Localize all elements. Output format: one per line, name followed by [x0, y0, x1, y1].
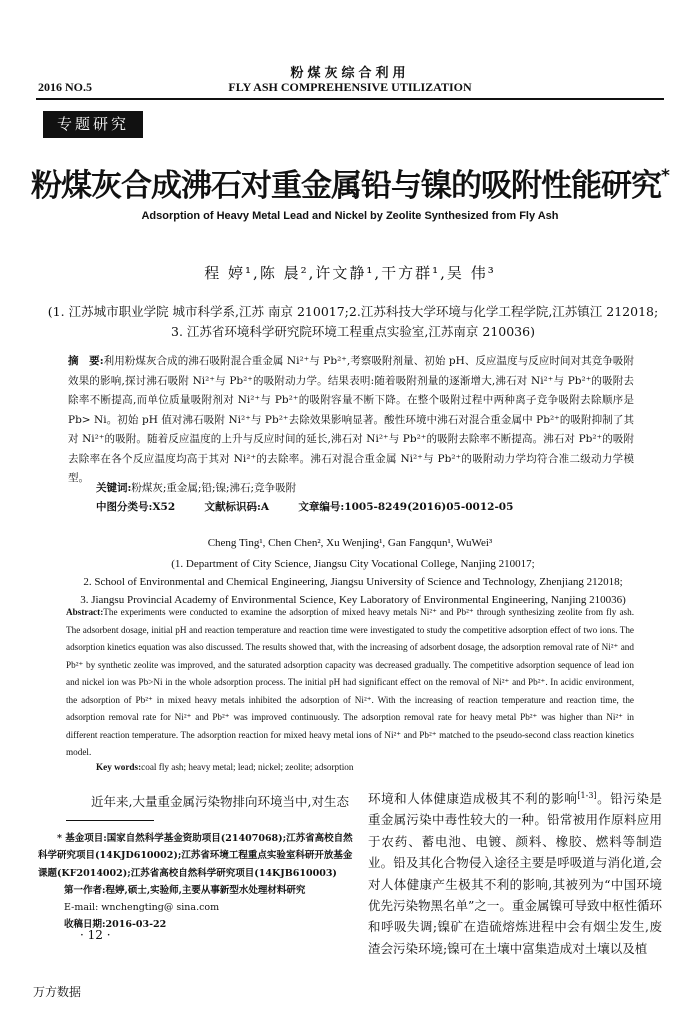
keywords-text: 粉煤灰;重金属;铅;镍;沸石;竞争吸附 [131, 482, 297, 494]
authors-en: Cheng Ting¹, Chen Chen², Xu Wenjing¹, Gan Fangqun¹, WuWei³ [207, 537, 493, 549]
classification-line [96, 499, 636, 514]
received-date: 收稿日期:2016-03-22 [64, 919, 167, 931]
body-text-left: 近年来,大量重金属污染物排向环境当中,对生态 [91, 794, 349, 809]
author-note: 第一作者:程婷,硕士,实验师,主要从事新型水处理材料研究 [64, 884, 306, 896]
affiliations-en [38, 555, 668, 609]
keywords-text: coal fly ash; heavy metal; lead; nickel; zeolite; adsorption [141, 762, 354, 772]
journal-title-cn: 粉煤灰综合利用 [290, 66, 410, 81]
footnote-rule [66, 820, 154, 821]
document-code: 文献标识码:A [204, 501, 270, 513]
affiliation-line: (1. 江苏城市职业学院 城市科学系,江苏 南京 210017;2.江苏科技大学环境与化学工程学院,江苏镇江 212018; [47, 304, 659, 319]
email-note: E-mail: wnchengting@ sina.com [64, 902, 220, 914]
paper-title-en: Adsorption of Heavy Metal Lead and Nickel by Zeolite Synthesized from Fly Ash [141, 210, 559, 222]
article-number: 文章编号:1005-8249(2016)05-0012-05 [298, 501, 514, 513]
abstract-text: 利用粉煤灰合成的沸石吸附混合重金属 Ni²⁺与 Pb²⁺,考察吸附剂量、初始 pH、反应温度与反应时间对其竞争吸附效果的影响,探讨沸石吸附 Ni²⁺与 Pb²⁺的吸附动力学。结果表明:随着吸附剂量的逐渐增大,沸石对 Ni²⁺与 Pb²⁺的吸附去除率不断提高,而单位质量吸附剂对 Ni²⁺与 Pb²⁺的吸附容量不断下降。在整个吸附过程中两种离子竞争吸附去除顺序是 Pb> Ni。初始 pH 值对沸石吸附 Ni²⁺与 Pb²⁺去除效果影响显著。酸性环境中沸石对混合重金属中 Pb²⁺的吸附抑制了其对 Ni²⁺的吸附。随着反应温度的上升与反应时间的延长,沸石对 Ni²⁺与 Pb²⁺的吸附去除率不断提高。沸石对 Pb²⁺的吸附去除率在各个反应温度均高于其对 Ni²⁺的去除率。沸石对混合重金属 Ni²⁺与 Pb²⁺的吸附动力学均符合准二级动力学模型。 [68, 355, 634, 484]
keywords-cn [96, 480, 636, 495]
keywords-en [96, 762, 636, 772]
abstract-text: The experiments were conducted to examine the adsorption of mixed heavy metals Ni²⁺ and Pb²⁺ through synthesizing zeolite from fly ash. The adsorbent dosage, initial pH and reaction temperature and reaction time were investigated to study the competitive adsorption effect of two ions. The adsorption kinetics equation was also discussed. The results showed that, with the increasing of adsorbent dosage, the adsorption removal rate of Ni²⁺ and Pb²⁺ by synthetic zeolite was improved, and the saturated adsorption capacity was decreased gradually. The competitive adsorption sequence of lead ion and nickel ion was Pb>Ni in the whole adsorption process. The initial pH had significant effect on the removal of Ni²⁺ and Pb²⁺. In acidic environment, the adsorption of Pb²⁺ in mixed heavy metals inhibited the adsorption of Ni²⁺. With the increasing of reaction temperature and reaction time, the adsorption removal rate for Ni²⁺ and Pb²⁺ was improved continuously. The adsorption removal rate for heavy metal Pb²⁺ was higher than Ni²⁺ in different reaction temperature. The adsorption reaction for mixed heavy metal ions of Ni²⁺ and Pb²⁺ matched to the pseudo-second class reaction kinetics model. [66, 607, 634, 757]
keywords-label: 关键词: [96, 482, 132, 494]
fund-note: * 基金项目:国家自然科学基金资助项目(21407068);江苏省高校自然科学研究项目(14KJD610002);江苏省环境工程重点实验室科研开放基金课题(KF2014002);江苏省高校自然科学研究项目(14KJB610003) [38, 833, 353, 879]
keywords-label: Key words: [96, 762, 142, 772]
wanfang-watermark: 万方数据 [33, 985, 82, 999]
affiliation-line: 3. Jiangsu Provincial Academy of Environmental Science, Key Laboratory of Environmental Engineering, Nanjing 210036) [80, 594, 626, 606]
issue-number: 2016 NO.5 [38, 80, 92, 94]
section-tag: 专题研究 [43, 111, 143, 138]
header-rule [36, 98, 664, 100]
authors-cn: 程 婷¹,陈 晨²,许文静¹,干方群¹,吴 伟³ [204, 264, 496, 282]
page-number: · 12 · [80, 928, 111, 942]
clc-number: 中图分类号:X52 [96, 501, 176, 513]
abstract-en [66, 604, 634, 762]
journal-title-en: FLY ASH COMPREHENSIVE UTILIZATION [228, 80, 472, 94]
affiliations-cn [38, 302, 668, 342]
body-text-right: 环境和人体健康造成极其不利的影响[1-3]。铅污染是重金属污染中毒性较大的一种。铅常被用作原料应用于农药、蓄电池、电镀、颜料、橡胶、燃料等制造业。铅及其化合物侵入途径主要是呼吸道与消化道,会对人体健康产生极其不利的影响,其被列为“中国环境优先污染物黑名单”之一。重金属镍可导致中枢性循环和呼吸失调;镍矿在造硫熔炼进程中会有烟尘发生,废渣会污染环境;镍可在土壤中富集造成对土壤以及植 [368, 790, 662, 956]
affiliation-line: (1. Department of City Science, Jiangsu City Vocational College, Nanjing 210017; [171, 558, 535, 570]
abstract-label: 摘 要: [68, 355, 104, 367]
abstract-label: Abstract: [66, 607, 104, 617]
affiliation-line: 2. School of Environmental and Chemical Engineering, Jiangsu University of Science and Technology, Zhenjiang 212018; [83, 576, 623, 588]
paper-title-cn: 粉煤灰合成沸石对重金属铅与镍的吸附性能研究* [31, 165, 669, 204]
affiliation-line: 3. 江苏省环境科学研究院环境工程重点实验室,江苏南京 210036) [171, 324, 535, 339]
footnote [38, 830, 358, 934]
abstract-cn [68, 352, 634, 489]
citation-ref[interactable]: [1-3] [577, 790, 597, 800]
